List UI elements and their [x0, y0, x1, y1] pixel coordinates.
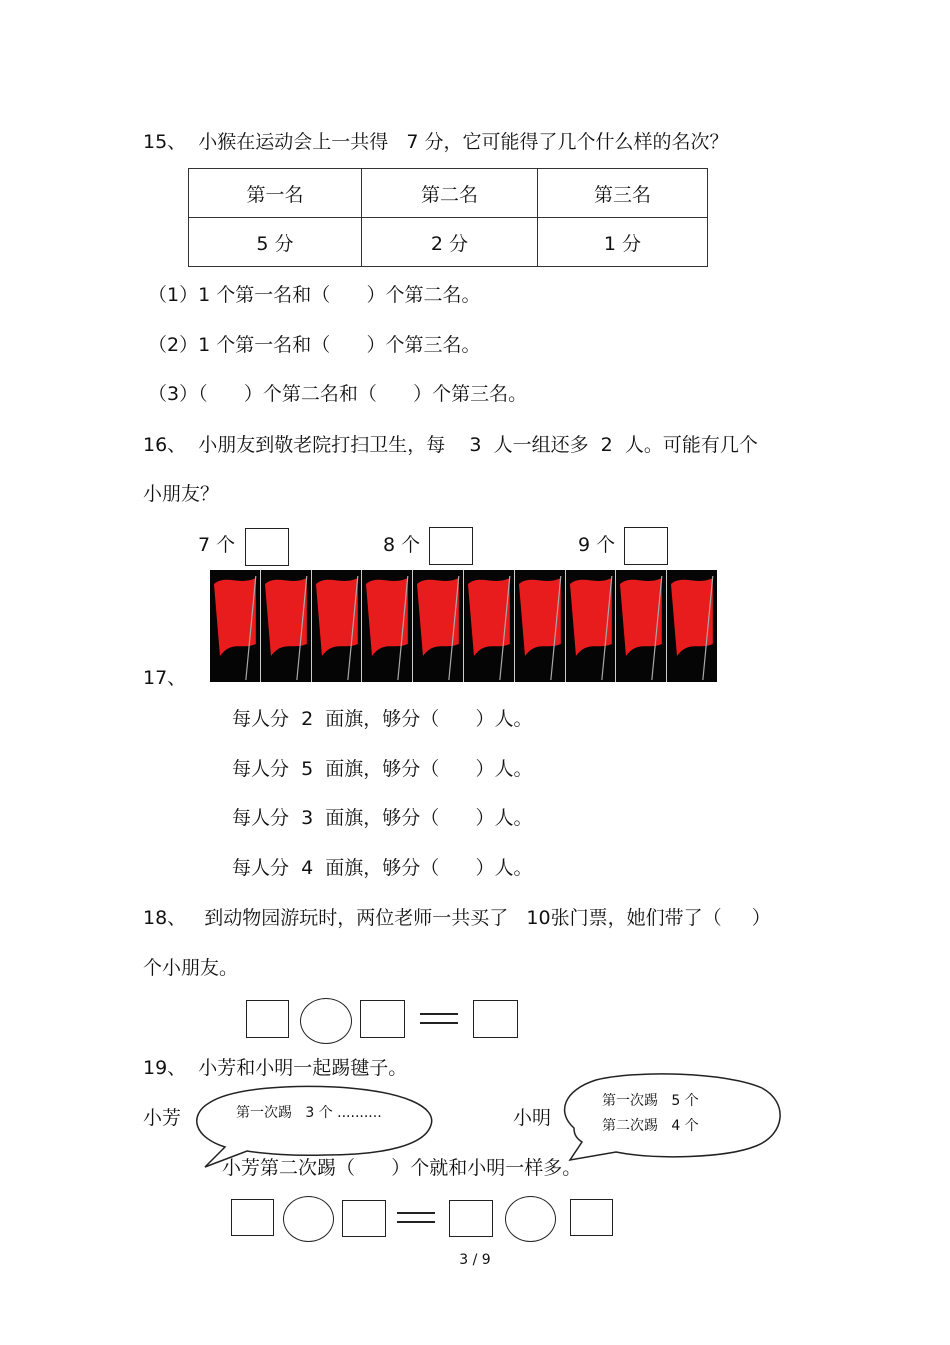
q15-part-3: （3）（ ）个第二名和（ ）个第三名。: [148, 383, 528, 405]
answer-box[interactable]: [429, 527, 473, 565]
q18-question-line1: 18、 到动物园游玩时，两位老师一共买了 10张门票，她们带了（ ）: [143, 907, 771, 929]
xiaofang-bubble-text: 第一次踢 3 个 ..........: [236, 1105, 382, 1121]
answer-box[interactable]: [231, 1199, 274, 1236]
q17-number: 17、: [143, 667, 187, 689]
answer-box[interactable]: [245, 528, 289, 566]
q17-line-2: 每人分 5 面旗，够分（ ）人。: [232, 758, 533, 780]
q15-question: 15、 小猴在运动会上一共得 7 分，它可能得了几个什么样的名次？: [143, 131, 729, 153]
red-flags-picture: [210, 570, 717, 682]
answer-box[interactable]: [473, 1000, 518, 1038]
table-row: [189, 169, 708, 218]
table-cell: 1 分: [538, 218, 708, 267]
answer-box[interactable]: [246, 1000, 289, 1038]
answer-box[interactable]: [570, 1199, 613, 1236]
q16-option-8: 8 个: [383, 534, 421, 556]
xiaoming-label: 小明: [513, 1107, 552, 1129]
red-flag-icon: [616, 570, 667, 682]
q16-option-9: 9 个: [578, 534, 616, 556]
table-cell: 2 分: [362, 218, 538, 267]
equals-sign-icon: [420, 1013, 458, 1024]
red-flag-icon: [261, 570, 312, 682]
red-flag-icon: [566, 570, 617, 682]
page-number: 3 / 9: [459, 1252, 491, 1268]
operator-circle[interactable]: [300, 998, 352, 1044]
answer-box[interactable]: [342, 1200, 386, 1237]
q16-question-line2: 小朋友？: [143, 483, 220, 505]
equals-sign-icon: [397, 1212, 435, 1223]
answer-box[interactable]: [449, 1200, 493, 1237]
q15-part-2: （2）1 个第一名和（ ）个第三名。: [148, 334, 481, 356]
table-row: [189, 218, 708, 267]
q16-option-7: 7 个: [198, 534, 236, 556]
q18-question-line2: 个小朋友。: [143, 957, 239, 979]
red-flag-icon: [413, 570, 464, 682]
q15-part-1: （1）1 个第一名和（ ）个第二名。: [148, 284, 481, 306]
red-flag-icon: [210, 570, 261, 682]
operator-circle[interactable]: [505, 1196, 556, 1242]
red-flag-icon: [515, 570, 566, 682]
table-header-cell: 第三名: [538, 169, 708, 218]
xiaoming-bubble-line1: 第一次踢 5 个: [602, 1093, 699, 1109]
q17-line-3: 每人分 3 面旗，够分（ ）人。: [232, 807, 533, 829]
q17-line-1: 每人分 2 面旗，够分（ ）人。: [232, 708, 533, 730]
q19-question: 19、 小芳和小明一起踢毽子。: [143, 1057, 408, 1079]
xiaofang-label: 小芳: [143, 1107, 182, 1129]
q17-line-4: 每人分 4 面旗，够分（ ）人。: [232, 857, 533, 879]
red-flag-icon: [464, 570, 515, 682]
table-header-cell: 第二名: [362, 169, 538, 218]
red-flag-icon: [362, 570, 413, 682]
answer-box[interactable]: [360, 1000, 405, 1038]
red-flag-icon: [667, 570, 717, 682]
q19-answer-line: 小芳第二次踢（ ）个就和小明一样多。: [222, 1157, 582, 1179]
xiaoming-bubble-line2: 第二次踢 4 个: [602, 1118, 699, 1134]
red-flag-icon: [312, 570, 363, 682]
operator-circle[interactable]: [283, 1196, 334, 1242]
table-header-cell: 第一名: [189, 169, 362, 218]
answer-box[interactable]: [624, 527, 668, 565]
q16-question-line1: 16、 小朋友到敬老院打扫卫生，每 3 人一组还多 2 人。可能有几个: [143, 434, 758, 456]
score-table: [188, 168, 708, 267]
table-cell: 5 分: [189, 218, 362, 267]
